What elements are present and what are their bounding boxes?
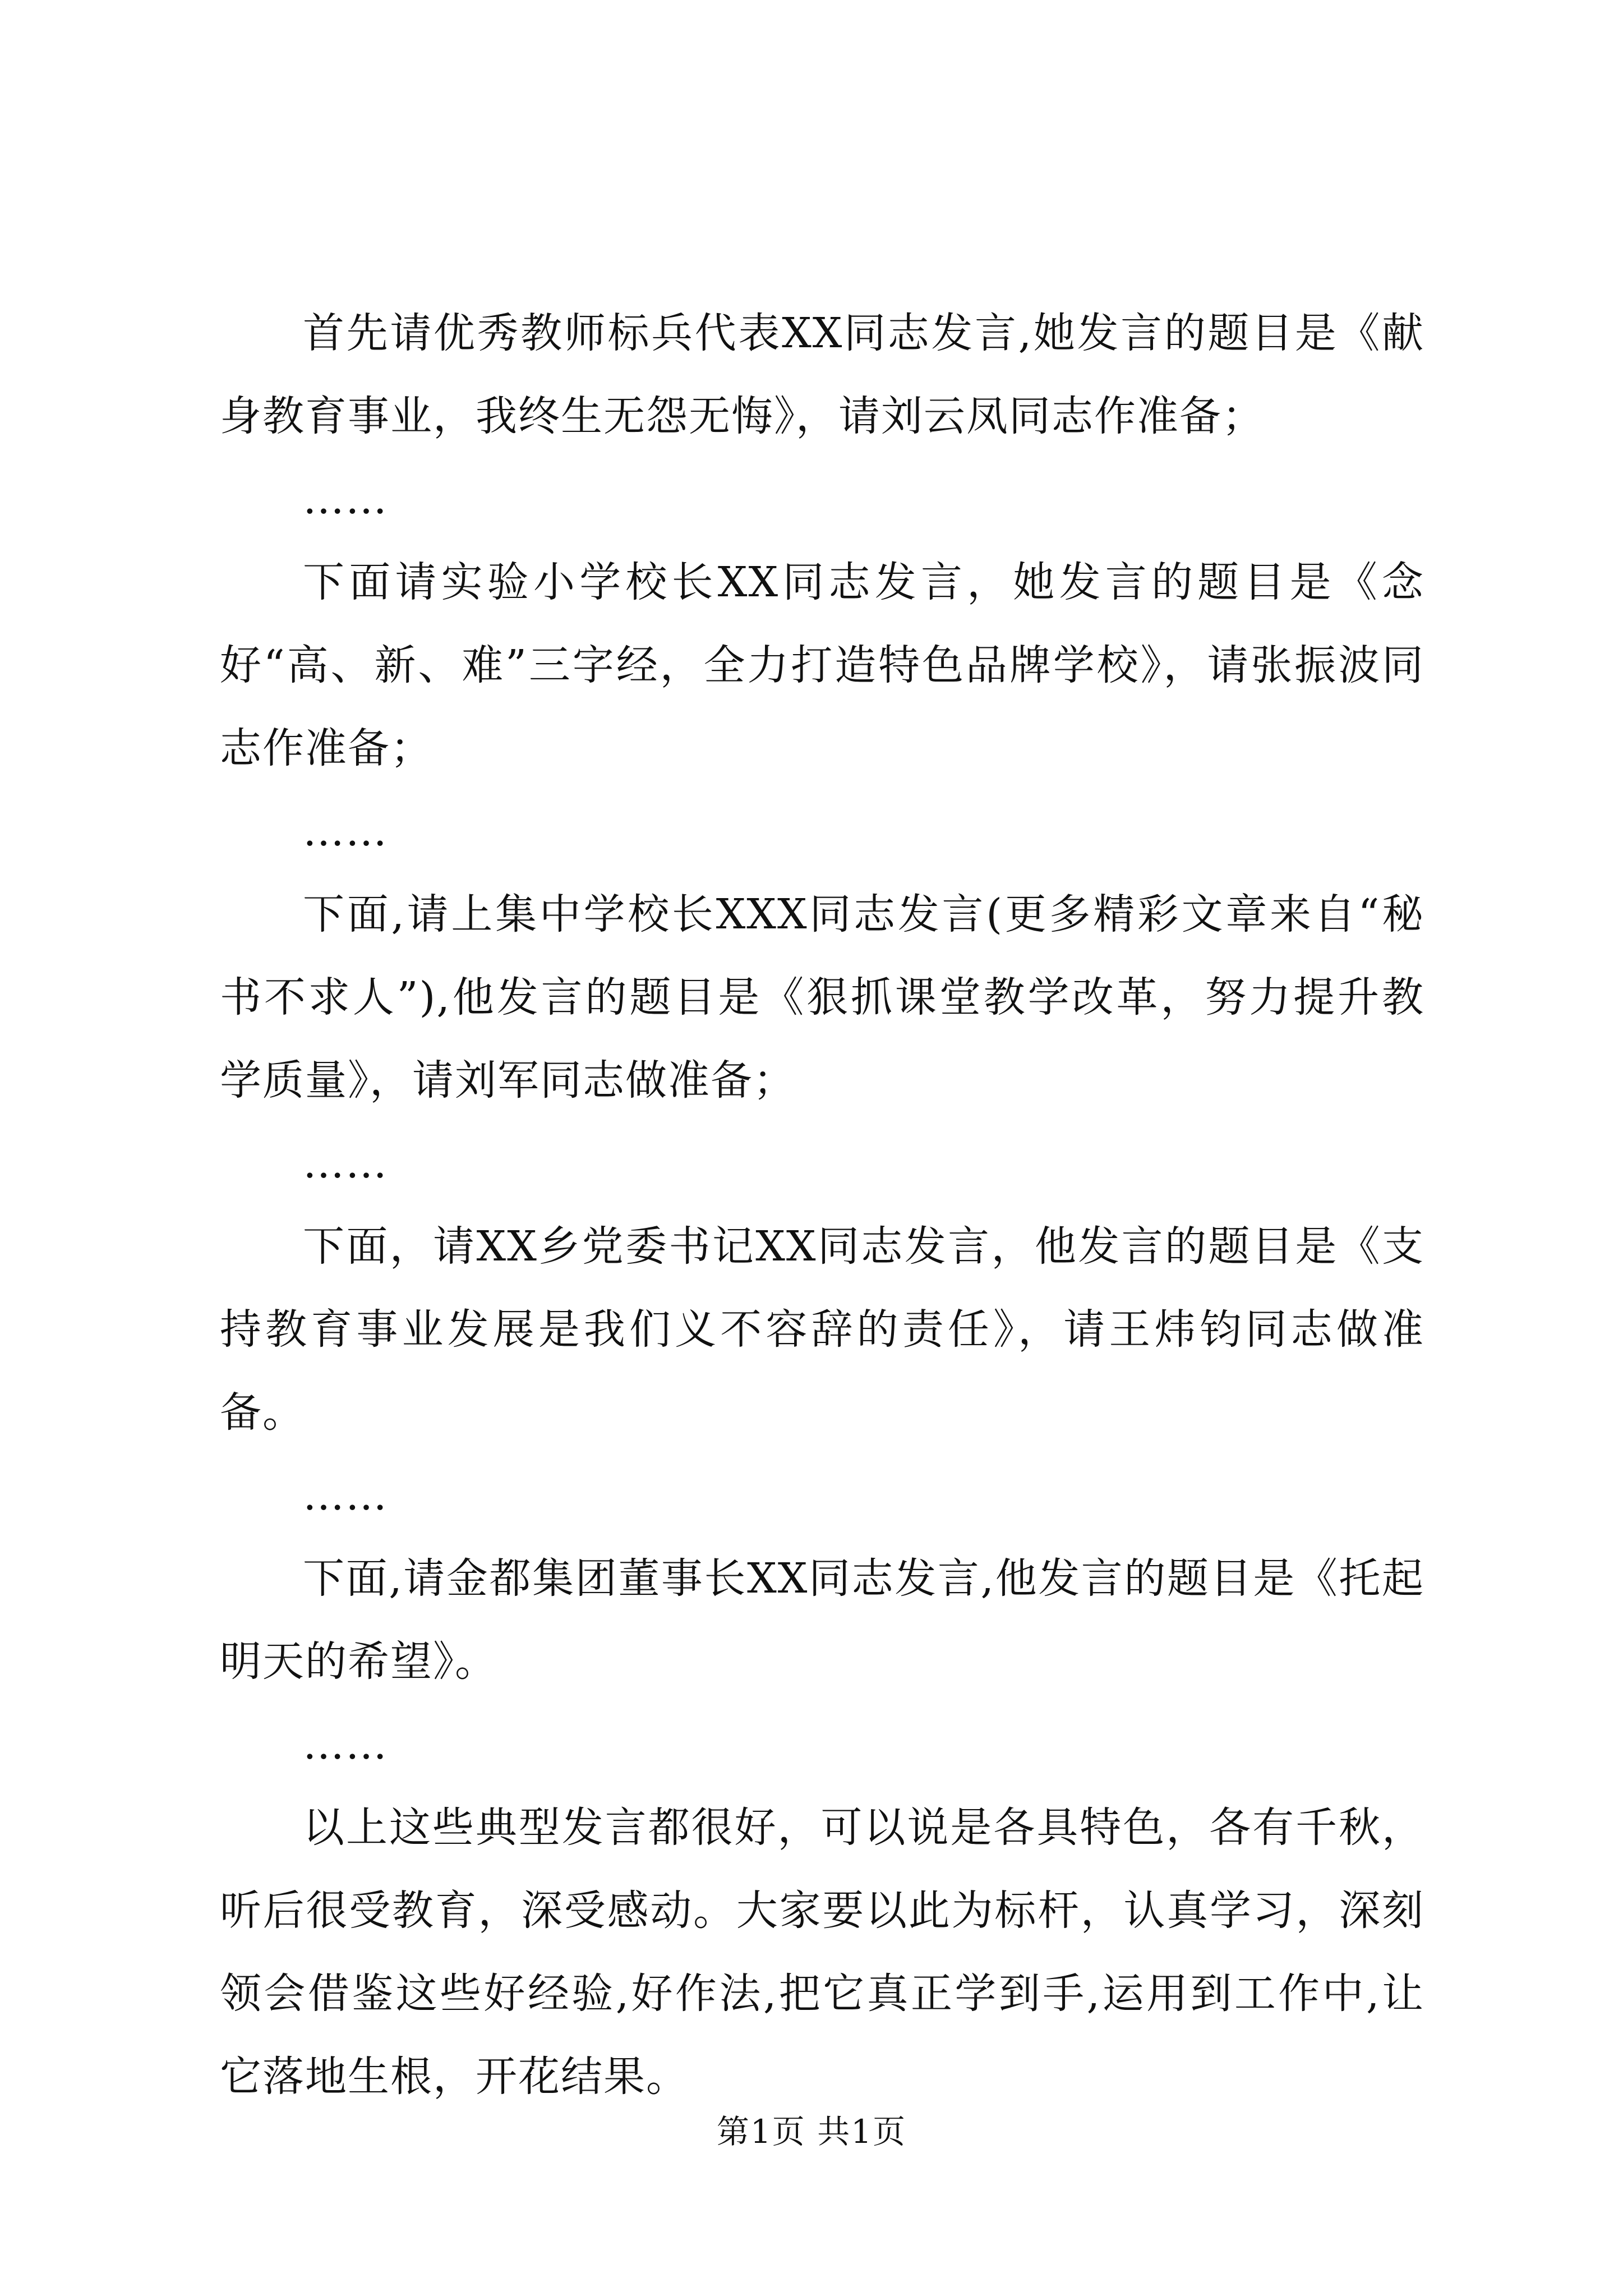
paragraph-speaker-4: 下面，请XX乡党委书记XX同志发言，他发言的题目是《支持教育事业发展是我们义不容辞的责任》，请王炜钧同志做准备。 <box>220 1222 1424 1437</box>
page-footer: 第1页 共1页 <box>716 2113 907 2151</box>
paragraph-summary: 以上这些典型发言都很好，可以说是各具特色，各有千秋，听后很受教育，深受感动。大家要以此为标杆，认真学习，深刻领会借鉴这些好经验,好作法,把它真正学到手,运用到工作中,让它落地生根，开花结果。 <box>220 1803 1424 2101</box>
paragraph-speaker-5: 下面,请金都集团董事长XX同志发言,他发言的题目是《托起明天的希望》。 <box>220 1554 1424 1686</box>
paragraph-speaker-3: 下面,请上集中学校长XXX同志发言(更多精彩文章来自“秘书不求人”),他发言的题目是《狠抓课堂教学改革，努力提升教学质量》，请刘军同志做准备； <box>220 890 1424 1105</box>
document-body <box>220 292 1424 2118</box>
paragraph-speaker-1: 首先请优秀教师标兵代表XX同志发言,她发言的题目是《献身教育事业，我终生无怨无悔》，请刘云凤同志作准备； <box>220 309 1424 440</box>
ellipsis-1: …… <box>303 475 388 523</box>
paragraph-speaker-2: 下面请实验小学校长XX同志发言，她发言的题目是《念好“高、新、难”三字经，全力打造特色品牌学校》，请张振波同志作准备； <box>220 558 1424 772</box>
ellipsis-4: …… <box>303 1471 388 1520</box>
ellipsis-3: …… <box>303 1139 388 1188</box>
ellipsis-2: …… <box>303 807 388 855</box>
ellipsis-5: …… <box>303 1720 388 1769</box>
